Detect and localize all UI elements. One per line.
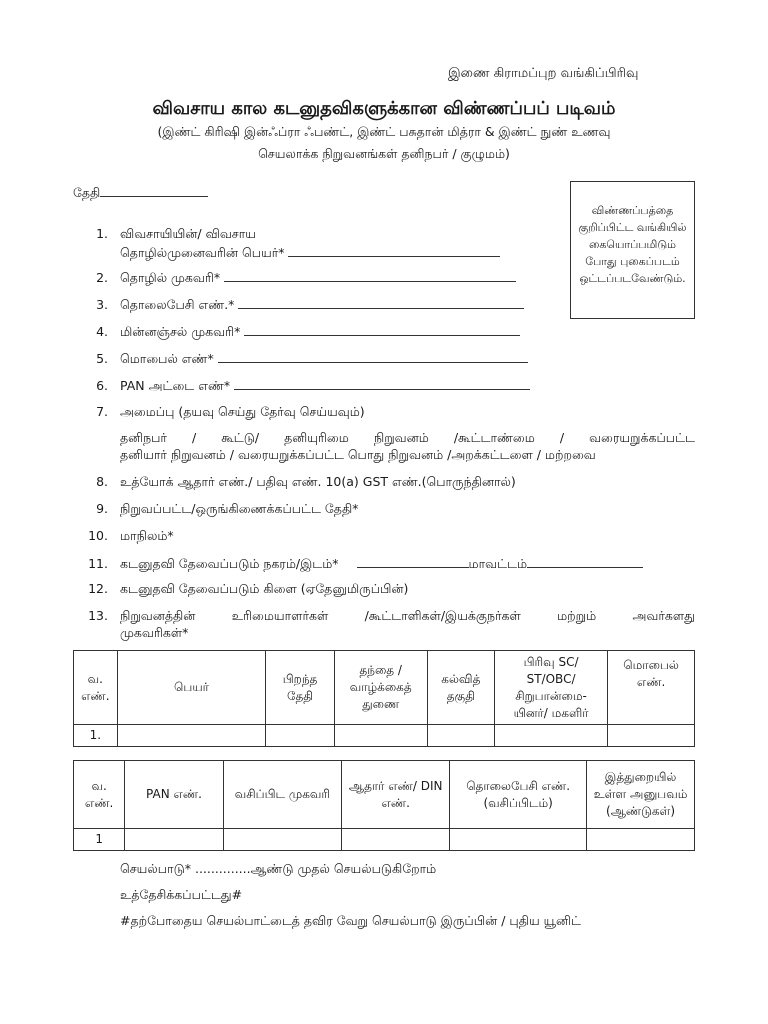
field-6-label: PAN அட்டை எண்* [120, 378, 231, 393]
date-label: தேதி [73, 185, 101, 200]
district-label: மாவட்டம் [468, 556, 528, 571]
photo-box[interactable] [570, 181, 695, 319]
field-5-label: மொபைல் எண்* [120, 351, 214, 366]
form-title: விவசாய கால கடனுதவிகளுக்கான விண்ணப்பப் படிவம் [152, 98, 616, 119]
col-dob: பிறந்த தேதி [266, 651, 334, 725]
row-sno: 1. [74, 725, 118, 747]
field-6 [78, 377, 530, 395]
field-11-number: 11. [88, 556, 108, 571]
field-13-label-line1: நிறுவனத்தின் உரிமையாளர்கள் /கூட்டாளிகள்/இயக்குநர்கள் மற்றும் அவர்களது [120, 608, 695, 623]
field-5-number: 5. [96, 351, 108, 366]
field-7 [78, 404, 365, 421]
cell-pan[interactable] [125, 829, 223, 851]
col-address: வசிப்பிட முகவரி [223, 761, 342, 829]
table-row [74, 725, 695, 747]
col-experience: இத்துறையில் உள்ள அனுபவம் (ஆண்டுகள்) [587, 761, 695, 829]
col-education: கல்வித் தகுதி [427, 651, 494, 725]
field-1-label-line2: தொழில்முனைவரின் பெயர்* [120, 245, 285, 260]
col-sno: வ. எண். [74, 761, 125, 829]
field-3-label: தொலைபேசி எண்.* [120, 297, 235, 312]
col-category: பிரிவு SC/ ST/OBC/ சிறுபான்மை- யினர்/ மகளிர் [495, 651, 608, 725]
city-input[interactable] [357, 555, 469, 568]
col-father-spouse: தந்தை / வாழ்க்கைத் துணை [334, 651, 427, 725]
field-2-number: 2. [96, 270, 108, 285]
field-4 [78, 323, 520, 341]
cell-aadhaar-din[interactable] [342, 829, 450, 851]
field-3-number: 3. [96, 297, 108, 312]
branch-name: இணை கிராமப்புற வங்கிப்பிரிவு [448, 66, 639, 81]
field-12-label: கடனுதவி தேவைப்படும் கிளை (ஏதேனுமிருப்பின்) [120, 581, 409, 596]
photo-box-line2: குறிப்பிட்ட வங்கியில் [578, 221, 687, 234]
field-5 [78, 350, 528, 368]
date-field[interactable] [73, 184, 208, 202]
form-subtitle-line1: (இண்ட் கிரிஷி இன்ஃப்ரா ஃபண்ட், இண்ட் பசுதான் மித்ரா & இண்ட் நுண் உணவு [157, 124, 611, 139]
field-1-line2 [120, 244, 500, 262]
date-input-line[interactable] [100, 184, 208, 197]
activity-year-input[interactable]: .............. [194, 861, 251, 876]
field-4-label: மின்னஞ்சல் முகவரி* [120, 324, 241, 339]
cell-father-spouse[interactable] [334, 725, 427, 747]
form-subtitle-line2: செயலாக்க நிறுவனங்கள் தனிநபர் / குழுமம்) [258, 146, 510, 161]
cell-phone-residence[interactable] [450, 829, 587, 851]
cell-dob[interactable] [266, 725, 334, 747]
activity-line [120, 861, 436, 878]
field-3 [78, 296, 524, 314]
pan-input[interactable] [234, 377, 530, 390]
field-10 [78, 528, 174, 545]
applicant-name-input[interactable] [288, 244, 500, 257]
footnote: #தற்போதைய செயல்பாட்டைத் தவிர வேறு செயல்பாடு இருப்பின் / புதிய யூனிட் [120, 913, 581, 928]
business-address-input[interactable] [224, 269, 516, 282]
field-8 [78, 474, 516, 491]
field-8-label: உத்யோக் ஆதார் எண்./ பதிவு எண். 10(a) GST எண்.(பொருந்தினால்) [120, 474, 516, 489]
field-9 [78, 501, 358, 518]
photo-box-line4: போது புகைப்படம் [585, 255, 680, 268]
field-10-number: 10. [88, 528, 108, 543]
owners-table [73, 650, 695, 747]
col-name: பெயர் [117, 651, 266, 725]
field-4-number: 4. [96, 324, 108, 339]
col-mobile: மொபைல் எண். [608, 651, 695, 725]
field-7-number: 7. [96, 404, 108, 419]
field-10-label: மாநிலம்* [120, 528, 174, 543]
photo-box-line5: ஒட்டப்படவேண்டும். [579, 272, 686, 285]
email-input[interactable] [244, 323, 520, 336]
cell-education[interactable] [427, 725, 494, 747]
col-phone-residence: தொலைபேசி எண். (வசிப்பிடம்) [450, 761, 587, 829]
cell-name[interactable] [117, 725, 266, 747]
proposed-label: உத்தேசிக்கப்பட்டது# [120, 887, 243, 902]
organization-options-line1[interactable]: தனிநபர் / கூட்டு/ தனியுரிமை நிறுவனம் /கூட்டாண்மை / வரையறுக்கப்பட்ட [120, 430, 695, 445]
field-1-line1 [78, 226, 256, 243]
activity-suffix: ஆண்டு முதல் செயல்படுகிறோம் [250, 861, 437, 876]
field-9-label: நிறுவப்பட்ட/ஒருங்கிணைக்கப்பட்ட தேதி* [120, 501, 359, 516]
field-9-number: 9. [96, 501, 108, 516]
field-7-label: அமைப்பு (தயவு செய்து தேர்வு செய்யவும்) [120, 404, 365, 419]
district-input[interactable] [527, 555, 643, 568]
activity-label: செயல்பாடு* [120, 861, 191, 876]
field-1-label-line1: விவசாயியின்/ விவசாய [120, 226, 256, 241]
field-12 [78, 581, 408, 598]
cell-mobile[interactable] [608, 725, 695, 747]
col-pan: PAN எண். [125, 761, 223, 829]
cell-category[interactable] [495, 725, 608, 747]
cell-experience[interactable] [587, 829, 695, 851]
col-aadhaar-din: ஆதார் எண்/ DIN எண். [342, 761, 450, 829]
details-table-header [74, 761, 695, 829]
field-1-number: 1. [96, 226, 108, 241]
col-sno: வ. எண். [74, 651, 118, 725]
photo-box-line3: கையொப்பமிடும் [588, 238, 677, 251]
field-13-number: 13. [88, 608, 108, 623]
field-8-number: 8. [96, 474, 108, 489]
cell-address[interactable] [223, 829, 342, 851]
field-11-label: கடனுதவி தேவைப்படும் நகரம்/இடம்* [120, 556, 339, 571]
field-11 [78, 555, 643, 573]
row-sno: 1 [74, 829, 125, 851]
field-6-number: 6. [96, 378, 108, 393]
owners-table-header [74, 651, 695, 725]
field-2-label: தொழில் முகவரி* [120, 270, 221, 285]
mobile-input[interactable] [218, 350, 528, 363]
photo-box-line1: விண்ணப்பத்தை [591, 204, 674, 217]
owners-details-table [73, 760, 695, 851]
field-13-label-line2: முகவரிகள்* [120, 625, 189, 640]
table-row [74, 829, 695, 851]
organization-options-line2[interactable]: தனியார் நிறுவனம் / வரையறுக்கப்பட்ட பொது நிறுவனம் /அறக்கட்டளை / மற்றவை [120, 447, 596, 462]
field-12-number: 12. [88, 581, 108, 596]
phone-input[interactable] [238, 296, 524, 309]
field-2 [78, 269, 516, 287]
